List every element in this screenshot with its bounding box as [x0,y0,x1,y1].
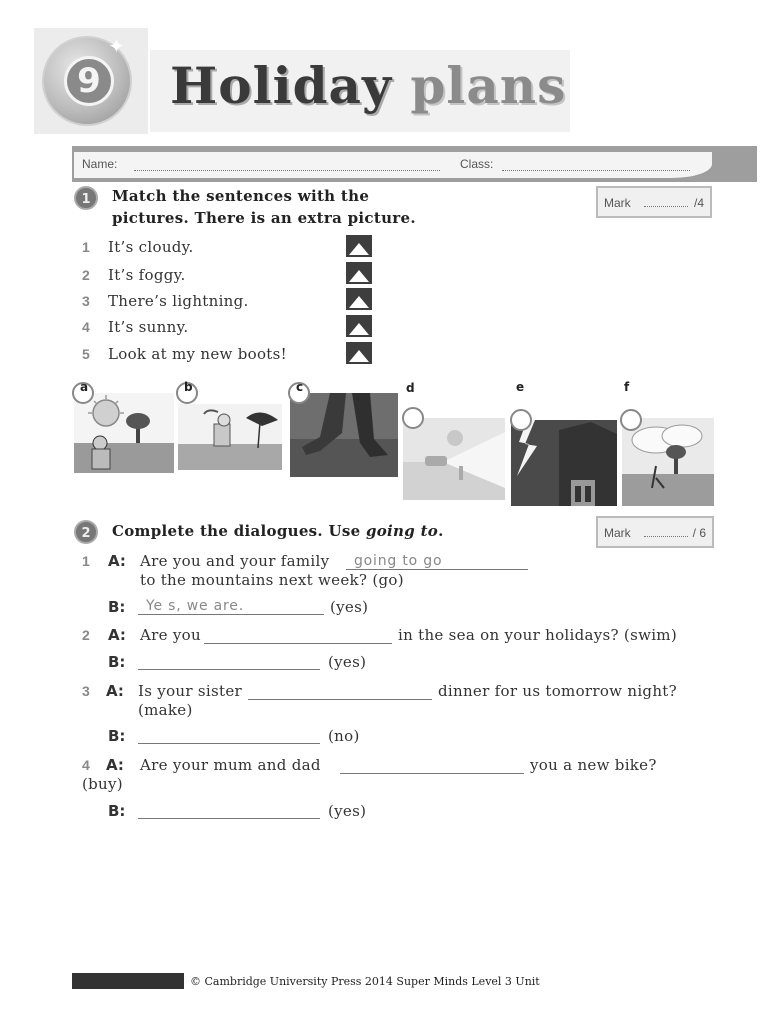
section-1-title-line1: Match the sentences with the [112,187,370,205]
dialogue-2-a-label: A: [108,626,126,644]
dialogue-3-a-text2: dinner for us tomorrow night? [438,682,677,700]
dialogue-2-a-text1: Are you [140,626,201,644]
mark-field[interactable] [644,206,688,207]
item-5-number: 5 [82,346,90,362]
footer-bar [72,973,184,989]
unit-badge [34,28,148,134]
class-field[interactable] [502,170,690,171]
dialogue-4-a-text3: (buy) [82,775,123,793]
dialogue-2-b-blank[interactable] [138,669,320,670]
page-title: Holiday plans [170,56,567,115]
dialogue-4-b-hint: (yes) [328,802,367,820]
class-label: Class: [460,157,494,171]
dialogue-1-a-text1: Are you and your family [140,552,330,570]
picture-d-foggy [403,418,505,500]
item-2-number: 2 [82,267,90,283]
dialogue-3-b-hint: (no) [328,727,360,745]
dialogue-3-a-text3: (make) [138,701,193,719]
mark-label: Mark [604,526,631,540]
name-label: Name: [82,157,118,171]
mark-total: / 6 [692,526,706,540]
item-2-answer-box[interactable] [346,262,372,284]
unit-number: 9 [64,56,114,106]
dialogue-3-b-blank[interactable] [138,743,320,744]
picture-a-letter: a [80,380,89,394]
dialogue-4-a-blank[interactable] [340,773,524,774]
dialogue-3-a-label: A: [106,682,124,700]
picture-e-lightning [511,420,617,506]
item-4-number: 4 [82,319,90,335]
dialogue-3-a-text1: Is your sister [138,682,242,700]
section-2-mark-box [596,516,714,548]
dialogue-3-number: 3 [82,683,90,699]
dialogue-1-a-text2: to the mountains next week? (go) [140,571,404,589]
dialogue-4-b-blank[interactable] [138,818,320,819]
item-5-answer-box[interactable] [346,342,372,364]
item-1-answer-box[interactable] [346,235,372,257]
section-2-number: 2 [74,520,98,544]
dialogue-1-b-hint: (yes) [330,598,369,616]
picture-c-boots [290,393,398,477]
picture-a-sunny [74,393,174,473]
item-5-text: Look at my new boots! [108,345,287,363]
dialogue-1-number: 1 [82,553,90,569]
dialogue-3-a-blank[interactable] [248,699,432,700]
dialogue-2-a-text2: in the sea on your holidays? (swim) [398,626,677,644]
item-3-answer-box[interactable] [346,288,372,310]
item-2-text: It’s foggy. [108,266,186,284]
mark-label: Mark [604,196,631,210]
section-2-title: Complete the dialogues. Use going to. [112,522,444,540]
dialogue-1-a-blank[interactable] [346,569,528,570]
dialogue-4-number: 4 [82,757,90,773]
dialogue-4-a-label: A: [106,756,124,774]
picture-d-answer-circle[interactable] [402,407,424,429]
picture-c-letter: c [296,380,304,394]
item-1-number: 1 [82,239,90,255]
mark-total: /4 [693,196,704,210]
item-1-text: It’s cloudy. [108,238,194,256]
item-3-number: 3 [82,293,90,309]
dialogue-2-number: 2 [82,627,90,643]
dialogue-2-a-blank[interactable] [204,643,392,644]
dialogue-2-b-hint: (yes) [328,653,367,671]
picture-f-cloudy [622,418,714,506]
section-1-mark-box [596,186,712,218]
dialogue-1-b-answer: Ye s, we are. [146,598,244,614]
picture-b-windy [178,404,282,470]
picture-d-letter: d [406,381,415,395]
picture-e-answer-circle[interactable] [510,409,532,431]
dialogue-1-b-label: B: [108,598,126,616]
dialogue-3-b-label: B: [108,727,126,745]
name-field[interactable] [134,170,440,171]
dialogue-4-a-text2: you a new bike? [530,756,657,774]
picture-f-answer-circle[interactable] [620,409,642,431]
section-1-number: 1 [74,186,98,210]
picture-e-letter: e [516,380,525,394]
item-4-text: It’s sunny. [108,318,189,336]
dialogue-2-b-label: B: [108,653,126,671]
dialogue-4-b-label: B: [108,802,126,820]
dialogue-1-a-label: A: [108,552,126,570]
dialogue-1-b-blank[interactable] [138,614,324,615]
dialogue-1-a-answer: going to go [354,553,443,569]
dialogue-4-a-text1: Are your mum and dad [140,756,321,774]
picture-f-letter: f [624,380,630,394]
item-4-answer-box[interactable] [346,315,372,337]
section-1-title-line2: pictures. There is an extra picture. [112,209,416,227]
name-class-panel [74,152,712,178]
mark-field[interactable] [644,536,688,537]
sparkle-icon: ✦ [108,34,125,58]
footer-copyright: © Cambridge University Press 2014 Super Minds Level 3 Unit [190,975,540,988]
picture-b-letter: b [184,380,193,394]
item-3-text: There’s lightning. [108,292,249,310]
